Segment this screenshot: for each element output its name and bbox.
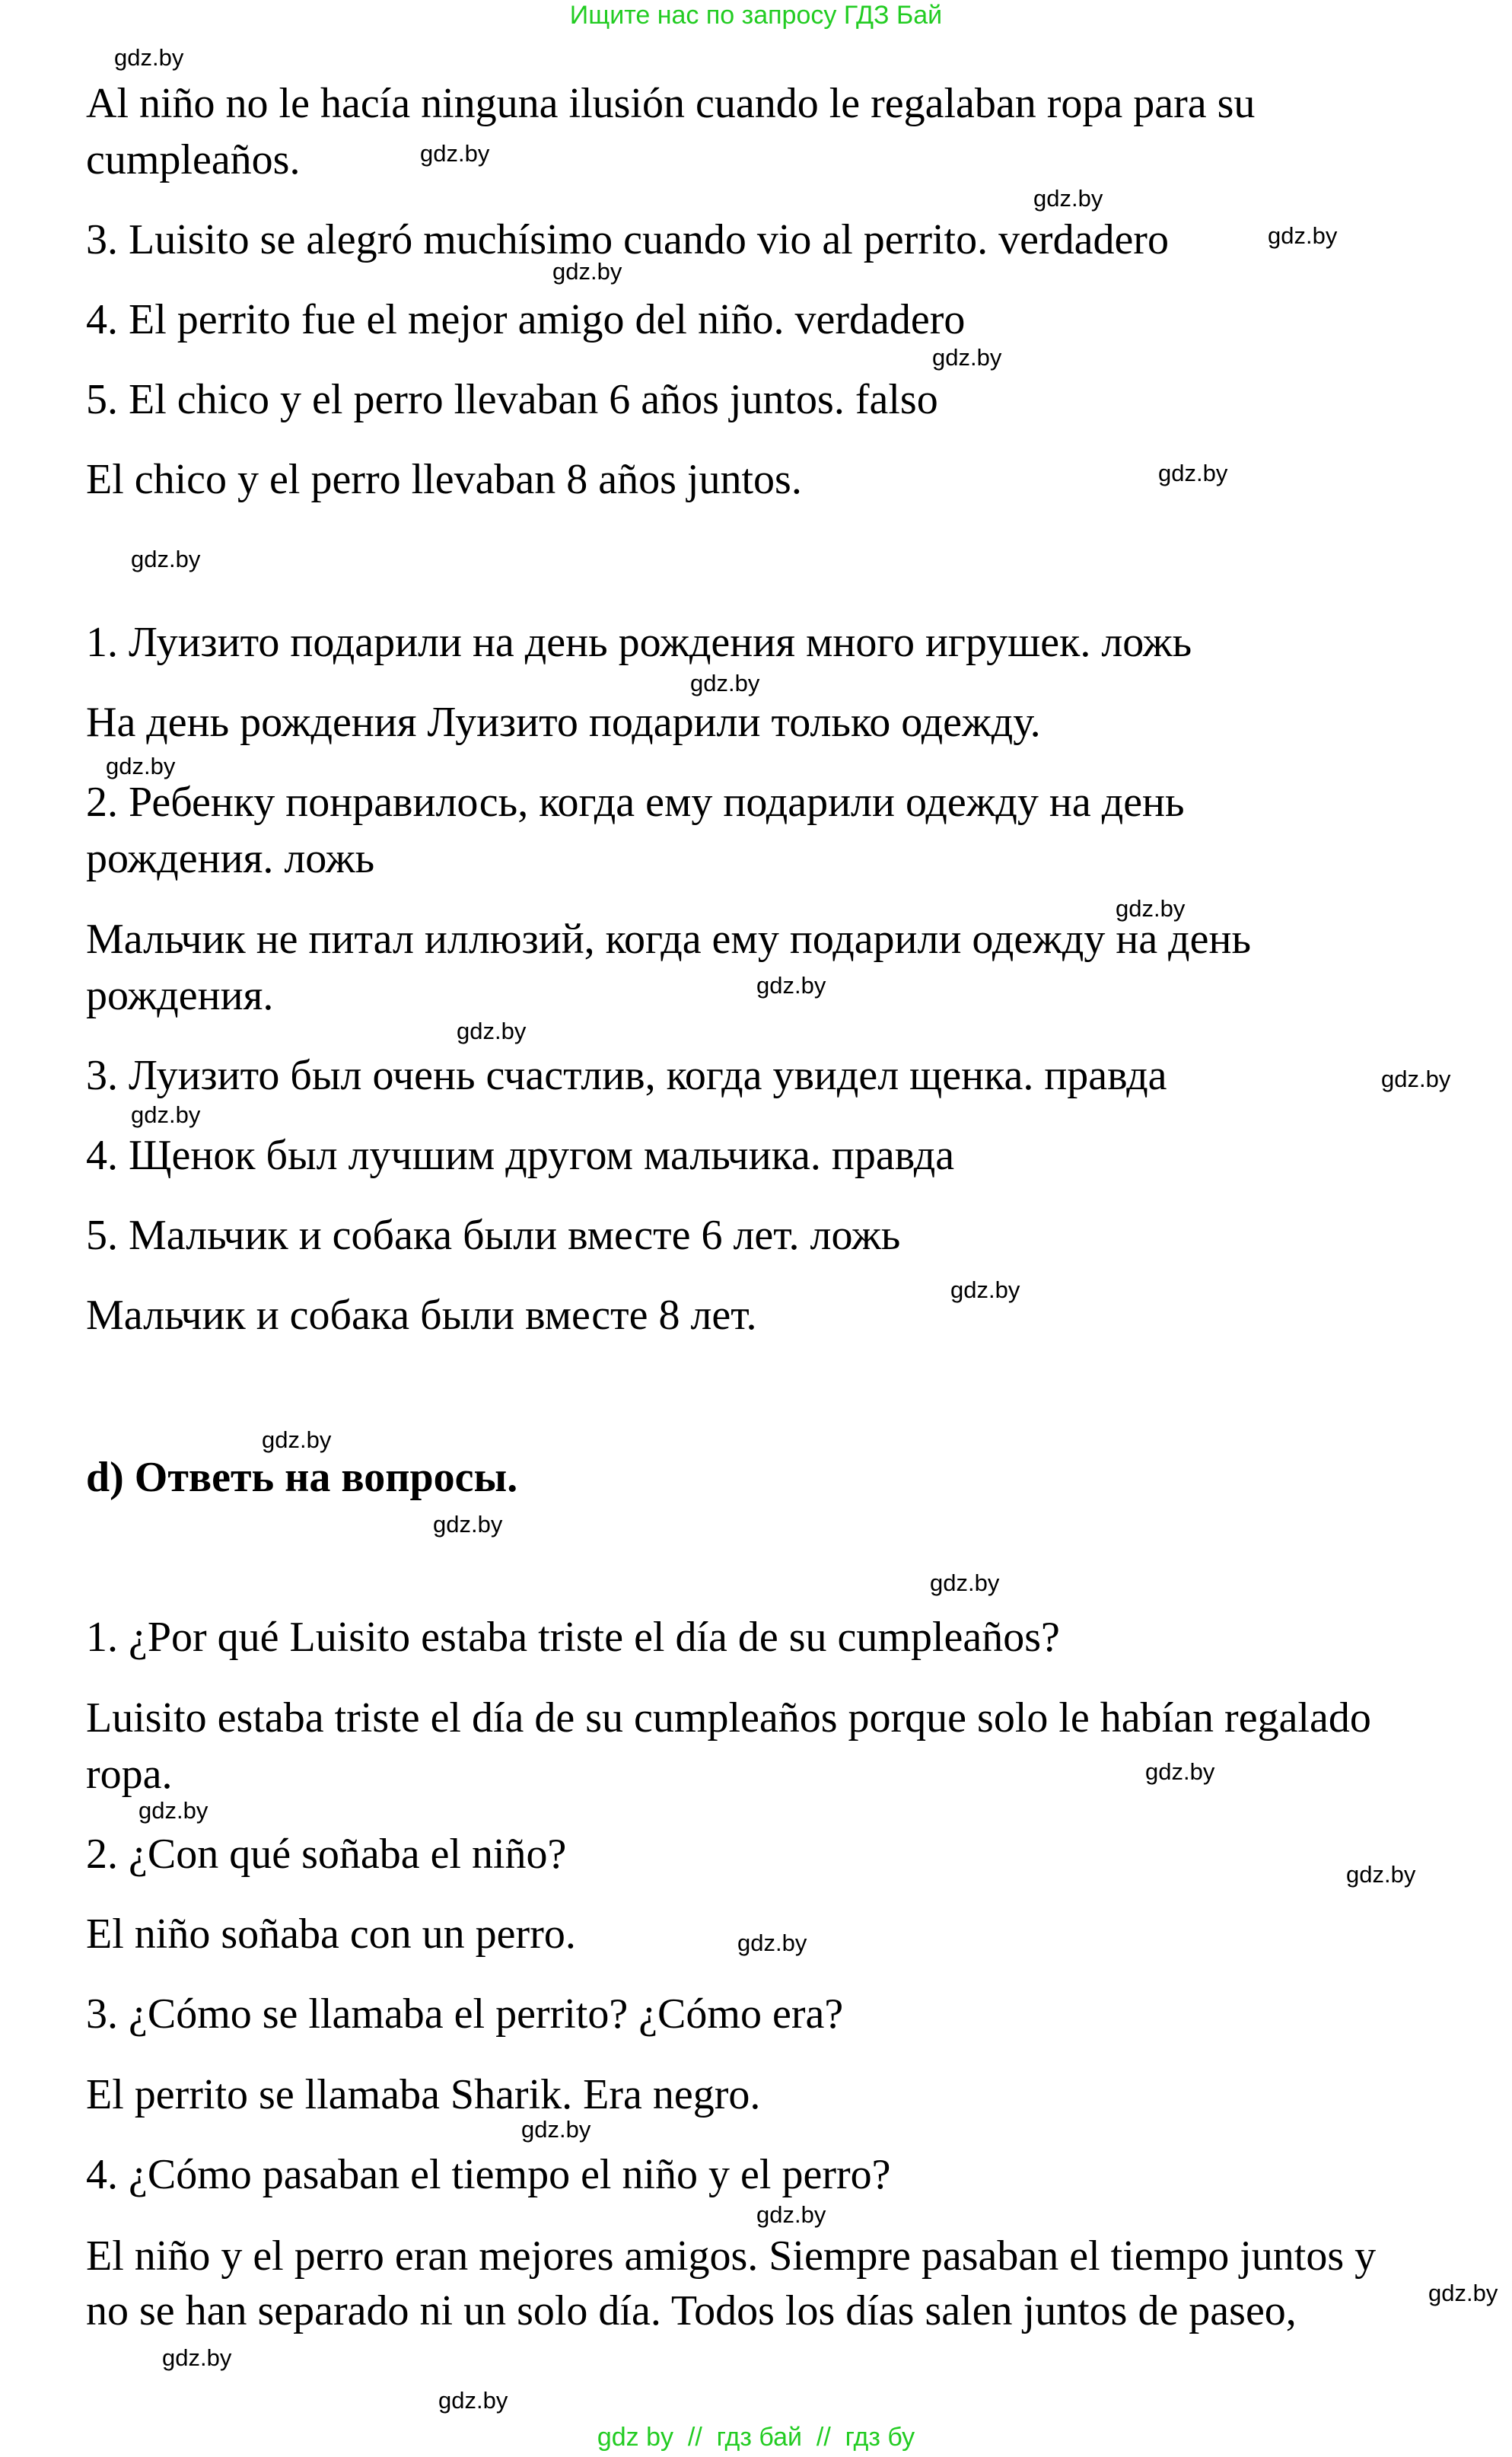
question-2: 2. ¿Con qué soñaba el niño?	[86, 1831, 567, 1878]
ru-item-2-correction-line-1: Мальчик не питал иллюзий, когда ему подарили одежду на день	[86, 916, 1252, 963]
watermark: gdz.by	[106, 753, 176, 779]
watermark: gdz.by	[131, 1101, 201, 1128]
watermark: gdz.by	[930, 1569, 1000, 1596]
ru-item-1-correction: На день рождения Луизито подарили только одежду.	[86, 699, 1041, 746]
answer-1-line-2: ropa.	[86, 1751, 173, 1798]
watermark: gdz.by	[756, 972, 826, 999]
watermark: gdz.by	[420, 140, 490, 167]
question-1: 1. ¿Por qué Luisito estaba triste el día de su cumpleaños?	[86, 1614, 1060, 1661]
ru-item-4: 4. Щенок был лучшим другом мальчика. правда	[86, 1132, 955, 1179]
question-4: 4. ¿Cómo pasaban el tiempo el niño y el perro?	[86, 2151, 891, 2198]
watermark: gdz.by	[262, 1426, 332, 1453]
watermark: gdz.by	[932, 344, 1002, 371]
watermark: gdz.by	[1145, 1758, 1215, 1785]
watermark: gdz.by	[1033, 185, 1103, 212]
answer-2: El niño soñaba con un perro.	[86, 1910, 576, 1958]
site-footer-links[interactable]: gdz by // гдз бай // гдз бу	[597, 2423, 915, 2452]
watermark: gdz.by	[138, 1797, 208, 1824]
es-item-4: 4. El perrito fue el mejor amigo del niño. verdadero	[86, 296, 966, 343]
ru-item-2-correction-line-2: рождения.	[86, 972, 274, 1019]
section-d-heading: d) Ответь на вопросы.	[86, 1454, 518, 1501]
site-header-banner[interactable]: Ищите нас по запросу ГДЗ Бай	[569, 1, 943, 30]
es-answer-line-1: Al niño no le hacía ninguna ilusión cuando le regalaban ropa para su	[86, 80, 1256, 127]
es-item-5-correction: El chico y el perro llevaban 8 años juntos.	[86, 456, 802, 503]
watermark: gdz.by	[433, 1511, 503, 1538]
question-3: 3. ¿Cómo se llamaba el perrito? ¿Cómo era?	[86, 1990, 844, 2038]
ru-item-1: 1. Луизито подарили на день рождения много игрушек. ложь	[86, 619, 1192, 666]
watermark: gdz.by	[756, 2201, 826, 2228]
ru-item-3: 3. Луизито был очень счастлив, когда увидел щенка. правда	[86, 1052, 1167, 1099]
ru-item-2-line-1: 2. Ребенку понравилось, когда ему подарили одежду на день	[86, 779, 1185, 826]
watermark: gdz.by	[438, 2387, 508, 2414]
ru-item-5: 5. Мальчик и собака были вместе 6 лет. ложь	[86, 1212, 901, 1259]
answer-1-line-1: Luisito estaba triste el día de su cumpleaños porque solo le habían regalado	[86, 1694, 1371, 1742]
watermark: gdz.by	[457, 1018, 527, 1044]
watermark: gdz.by	[114, 44, 184, 71]
ru-item-2-line-2: рождения. ложь	[86, 835, 375, 882]
watermark: gdz.by	[1346, 1861, 1416, 1888]
answer-4-line-1: El niño y el perro eran mejores amigos. Siempre pasaban el tiempo juntos y	[86, 2232, 1377, 2280]
watermark: gdz.by	[690, 670, 760, 696]
es-item-3: 3. Luisito se alegró muchísimo cuando vio al perrito. verdadero	[86, 216, 1169, 263]
watermark: gdz.by	[1381, 1066, 1451, 1092]
es-answer-line-2: cumpleaños.	[86, 136, 301, 183]
watermark: gdz.by	[521, 2116, 591, 2143]
watermark: gdz.by	[737, 1930, 807, 1956]
watermark: gdz.by	[1116, 895, 1186, 922]
watermark: gdz.by	[131, 546, 201, 572]
ru-item-5-correction: Мальчик и собака были вместе 8 лет.	[86, 1292, 757, 1339]
answer-3: El perrito se llamaba Sharik. Era negro.	[86, 2071, 761, 2118]
watermark: gdz.by	[1268, 222, 1338, 249]
watermark: gdz.by	[552, 258, 622, 285]
es-item-5: 5. El chico y el perro llevaban 6 años juntos. falso	[86, 376, 938, 423]
watermark: gdz.by	[1158, 460, 1228, 486]
watermark: gdz.by	[950, 1276, 1020, 1303]
watermark: gdz.by	[1428, 2280, 1498, 2306]
watermark: gdz.by	[162, 2344, 232, 2371]
answer-4-line-2: no se han separado ni un solo día. Todos los días salen juntos de paseo,	[86, 2287, 1297, 2334]
